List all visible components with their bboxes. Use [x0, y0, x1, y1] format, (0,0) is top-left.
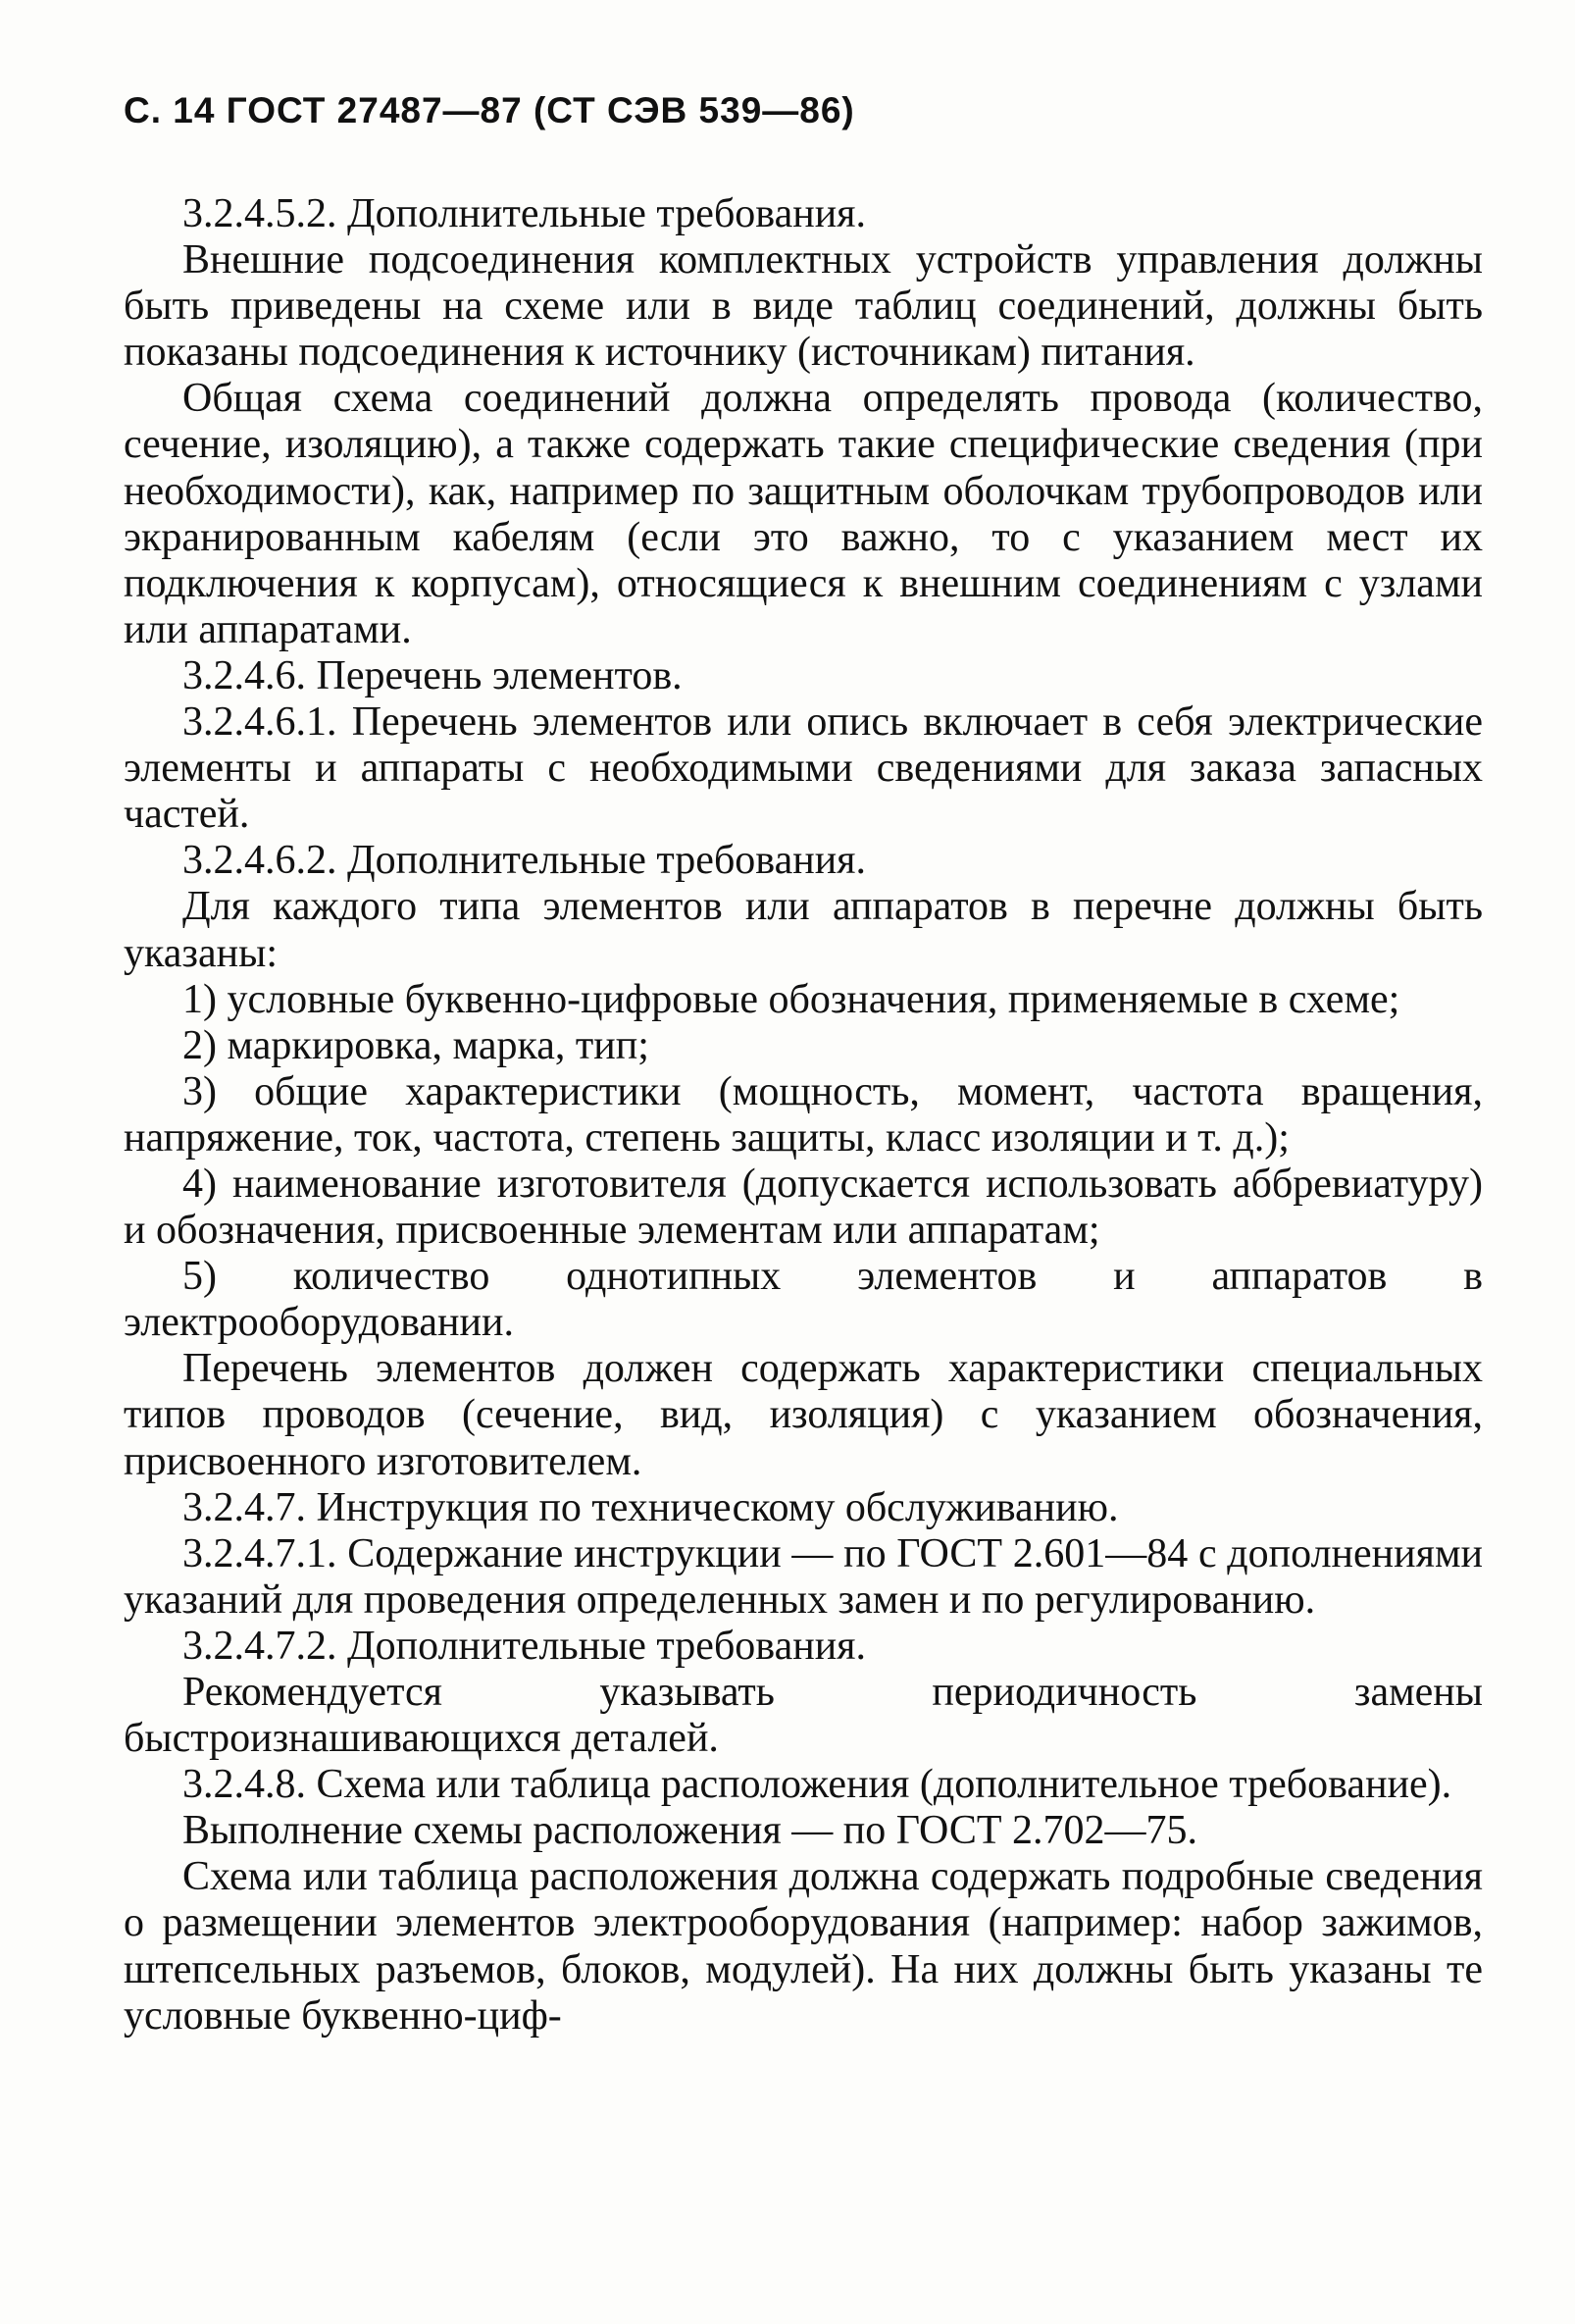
list-item: 2) маркировка, марка, тип;	[182, 1022, 649, 1068]
paragraph: 3.2.4.8. Схема или таблица расположения (дополнительное требование).	[182, 1762, 1452, 1808]
paragraph: Внешние подсоединения комплектных устройств управления должны быть приведены на схеме или в виде таблиц соединений, должны быть показаны подсоединения к источнику (источникам) питания.	[124, 237, 1483, 376]
paragraph: Схема или таблица расположения должна содержать подробные сведения о размещении элементов электрооборудования (например: набор зажимов, штепсельных разъемов, блоков, модулей). На них должны быть указаны те условные буквенно-циф-	[124, 1854, 1483, 2039]
paragraph: 3.2.4.6.1. Перечень элементов или опись включает в себя электрические элементы и аппараты с необходимыми сведениями для заказа запасных частей.	[124, 699, 1483, 838]
paragraph: Для каждого типа элементов или аппаратов в перечне должны быть указаны:	[124, 884, 1483, 976]
paragraph: 3.2.4.6. Перечень элементов.	[182, 652, 683, 698]
paragraph: Общая схема соединений должна определять провода (количество, сечение, изоляцию), а также содержать такие специфические сведения (при необходимости), как, например по защитным оболочкам трубопроводов или экранированным кабелям (если это важно, то с указанием мест их подключения к корпусам), относящиеся к внешним соединениям с узлами или аппаратами.	[124, 376, 1483, 652]
paragraph: 3.2.4.5.2. Дополнительные требования.	[182, 191, 866, 236]
paragraph: Рекомендуется указывать периодичность замены быстроизнашивающихся деталей.	[124, 1670, 1483, 1762]
list-item: 3) общие характеристики (мощность, момент, частота вращения, напряжение, ток, частота, степень защиты, класс изоляции и т. д.);	[124, 1068, 1483, 1161]
paragraph: 3.2.4.6.2. Дополнительные требования.	[182, 838, 866, 884]
list-item: 4) наименование изготовителя (допускается использовать аббревиатуру) и обозначения, присвоенные элементам или аппаратам;	[124, 1161, 1483, 1254]
body-text	[124, 191, 1483, 2040]
paragraph: Перечень элементов должен содержать характеристики специальных типов проводов (сечение, вид, изоляция) с указанием обозначения, присвоенного изготовителем.	[124, 1346, 1483, 1484]
list-item: 1) условные буквенно-цифровые обозначения, применяемые в схеме;	[182, 976, 1400, 1022]
paragraph: 3.2.4.7. Инструкция по техническому обслуживанию.	[182, 1484, 1119, 1530]
paragraph: 3.2.4.7.1. Содержание инструкции — по ГОСТ 2.601—84 с дополнениями указаний для проведения определенных замен и по регулированию.	[124, 1530, 1483, 1623]
list-item: 5) количество однотипных элементов и аппаратов в электрооборудовании.	[124, 1254, 1483, 1346]
paragraph: Выполнение схемы расположения — по ГОСТ 2.702—75.	[182, 1808, 1198, 1854]
running-head: С. 14 ГОСТ 27487—87 (СТ СЭВ 539—86)	[124, 90, 855, 130]
paragraph: 3.2.4.7.2. Дополнительные требования.	[182, 1623, 866, 1669]
